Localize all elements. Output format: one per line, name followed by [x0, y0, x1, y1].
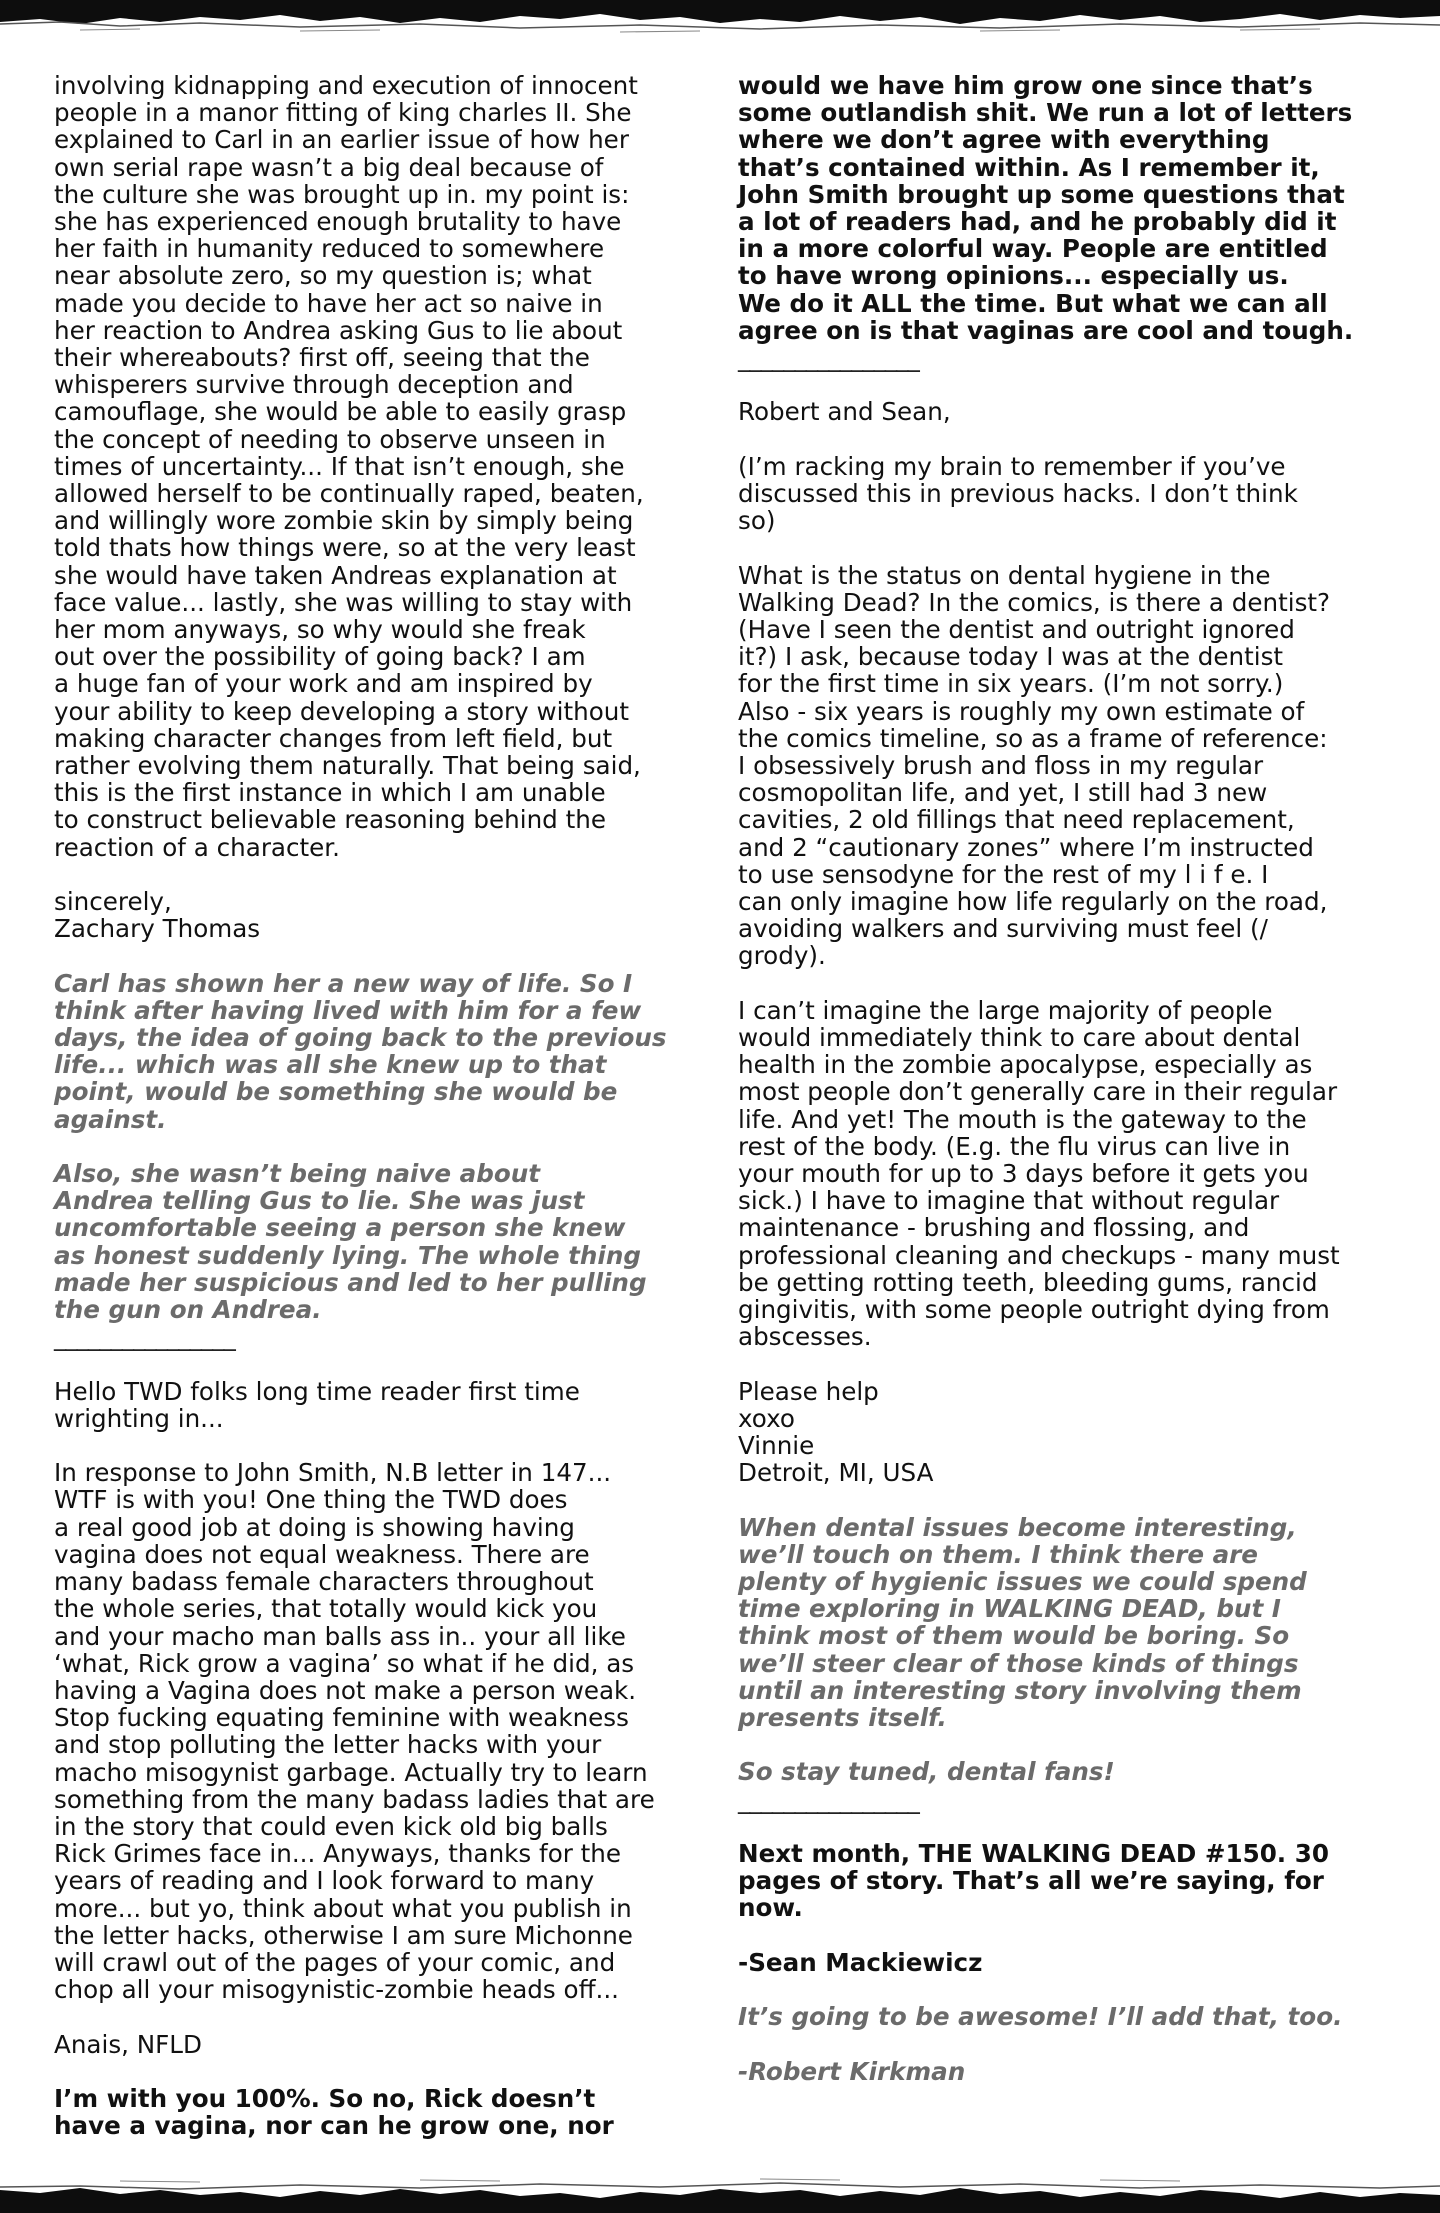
right-column [738, 72, 1378, 2085]
section-divider: ________________ [738, 1784, 919, 1814]
editor-reply-anais-start: I’m with you 100%. So no, Rick doesn’t have a vagina, nor can he grow one, nor [54, 2083, 614, 2141]
signoff-sean: -Sean Mackiewicz [738, 1947, 983, 1977]
letter-vinnie-body-2: I can’t imagine the large majority of people would immediately think to care about dental health in the zombie apocalypse, especially as most people don’t generally care in their regular life. And yet! The mouth is the gateway to the rest of the body. (E.g. the flu virus can live in your mouth for up to 3 days before it gets you sick.) I have to imagine that without regular maintenance - brushing and flossing, and professional cleaning and checkups - many must be getting rotting teeth, bleeding gums, rancid gingivitis, with some people outright dying from abscesses. [738, 995, 1340, 1352]
letter-vinnie-salutation: Robert and Sean, [738, 397, 951, 427]
letter-zachary-signature: sincerely, Zachary Thomas [54, 887, 261, 944]
letter-vinnie-signature: Please help xoxo Vinnie Detroit, MI, USA [738, 1376, 934, 1488]
editor-reply-carl: Carl has shown her a new way of life. So I think after having lived with him for a few days, the idea of going back to the previous life... which was all she knew up to that point, would be something she would be against. [54, 968, 667, 1134]
letter-zachary-body: involving kidnapping and execution of innocent people in a manor fitting of king charles II. She explained to Carl in an earlier issue of how her own serial rape wasn’t a big deal because of the culture she was brought up in. my point is: she has experienced enough brutality to have her faith in humanity reduced to somewhere near absolute zero, so my question is; what made you decide to have her act so naive in her reaction to Andrea asking Gus to lie about their whereabouts? first off, seeing that the whisperers survive through deception and camouflage, she would be able to easily grasp the concept of needing to observe unseen in times of uncertainty... If that isn’t enough, she allowed herself to be continually raped, beaten, and willingly wore zombie skin by simply being told thats how things were, so at the very least she would have taken Andreas explanation at face value... lastly, she was willing to stay with her mom anyways, so why would she freak out over the possibility of going back? I am a huge fan of your work and am inspired by your ability to keep developing a story without making character changes from left field, but rather evolving them naturally. That being said, this is the first instance in which I am unable to construct believable reasoning behind the reaction of a character. [54, 71, 644, 862]
top-rough-border [0, 0, 1440, 40]
left-column [54, 72, 694, 2139]
letter-anais-signature: Anais, NFLD [54, 2029, 202, 2059]
editor-reply-dental: When dental issues become interesting, we’ll touch on them. I think there are plenty of hygienic issues we could spend time exploring in WALKING DEAD, but I think most of them would be boring. So we’ll steer clear of those kinds of things until an interesting story involving them presents itself. [738, 1512, 1307, 1733]
signoff-robert: -Robert Kirkman [738, 2056, 966, 2086]
editor-reply-anais-end: would we have him grow one since that’s some outlandish shit. We run a lot of letters where we don’t agree with everything that’s contained within. As I remember it, John Smith brought up some questions that a lot of readers had, and he probably did it in a more colorful way. People are entitled to have wrong opinions... especially us. We do it ALL the time. But what we can all agree on is that vaginas are cool and tough. [738, 71, 1354, 345]
letter-anais-body: In response to John Smith, N.B letter in 147... WTF is with you! One thing the TWD does a real good job at doing is showing having vagina does not equal weakness. There are many badass female characters throughout the whole series, that totally would kick you and your macho man balls ass in.. your all like ‘what, Rick grow a vagina’ so what if he did, as having a Vagina does not make a person weak. Stop fucking equating feminine with weakness and stop polluting the letter hacks with your macho misogynist garbage. Actually try to learn something from the many badass ladies that are in the story that could even kick old big balls Rick Grimes face in... Anyways, thanks for the years of reading and I look forward to many more... but yo, think about what you publish in the letter hacks, otherwise I am sure Michonne will crawl out of the pages of your comic, and chop all your misogynistic-zombie heads off... [54, 1458, 655, 2005]
note-robert: It’s going to be awesome! I’ll add that, too. [738, 2002, 1343, 2032]
editor-reply-stay-tuned: So stay tuned, dental fans! [738, 1757, 1115, 1787]
letter-vinnie-body-1: What is the status on dental hygiene in the Walking Dead? In the comics, is there a dentist? (Have I seen the dentist and outright ignored it?) I ask, because today I was at the dentist for the first time in six years. (I’m not sorry.) Also - six years is roughly my own estimate of the comics timeline, so as a frame of reference: I obsessively brush and floss in my regular cosmopolitan life, and yet, I still had 3 new cavities, 2 old fillings that need replacement, and 2 “cautionary zones” where I’m instructed to use sensodyne for the rest of my l i f e. I can only imagine how life regularly on the road, avoiding walkers and surviving must feel (/ grody). [738, 560, 1331, 971]
editor-reply-andrea: Also, she wasn’t being naive about Andrea telling Gus to lie. She was just uncomfortable seeing a person she knew as honest suddenly lying. The whole thing made her suspicious and led to her pulling the gun on Andrea. [54, 1159, 647, 1325]
next-month-announcement: Next month, THE WALKING DEAD #150. 30 pages of story. That’s all we’re saying, for now. [738, 1839, 1329, 1923]
letter-anais-greeting: Hello TWD folks long time reader first time wrighting in... [54, 1376, 580, 1433]
bottom-rough-border [0, 2173, 1440, 2213]
letter-vinnie-aside: (I’m racking my brain to remember if you’ve discussed this in previous hacks. I don’t think so) [738, 451, 1298, 536]
section-divider: ________________ [54, 1322, 235, 1352]
section-divider: ________________ [738, 343, 919, 373]
